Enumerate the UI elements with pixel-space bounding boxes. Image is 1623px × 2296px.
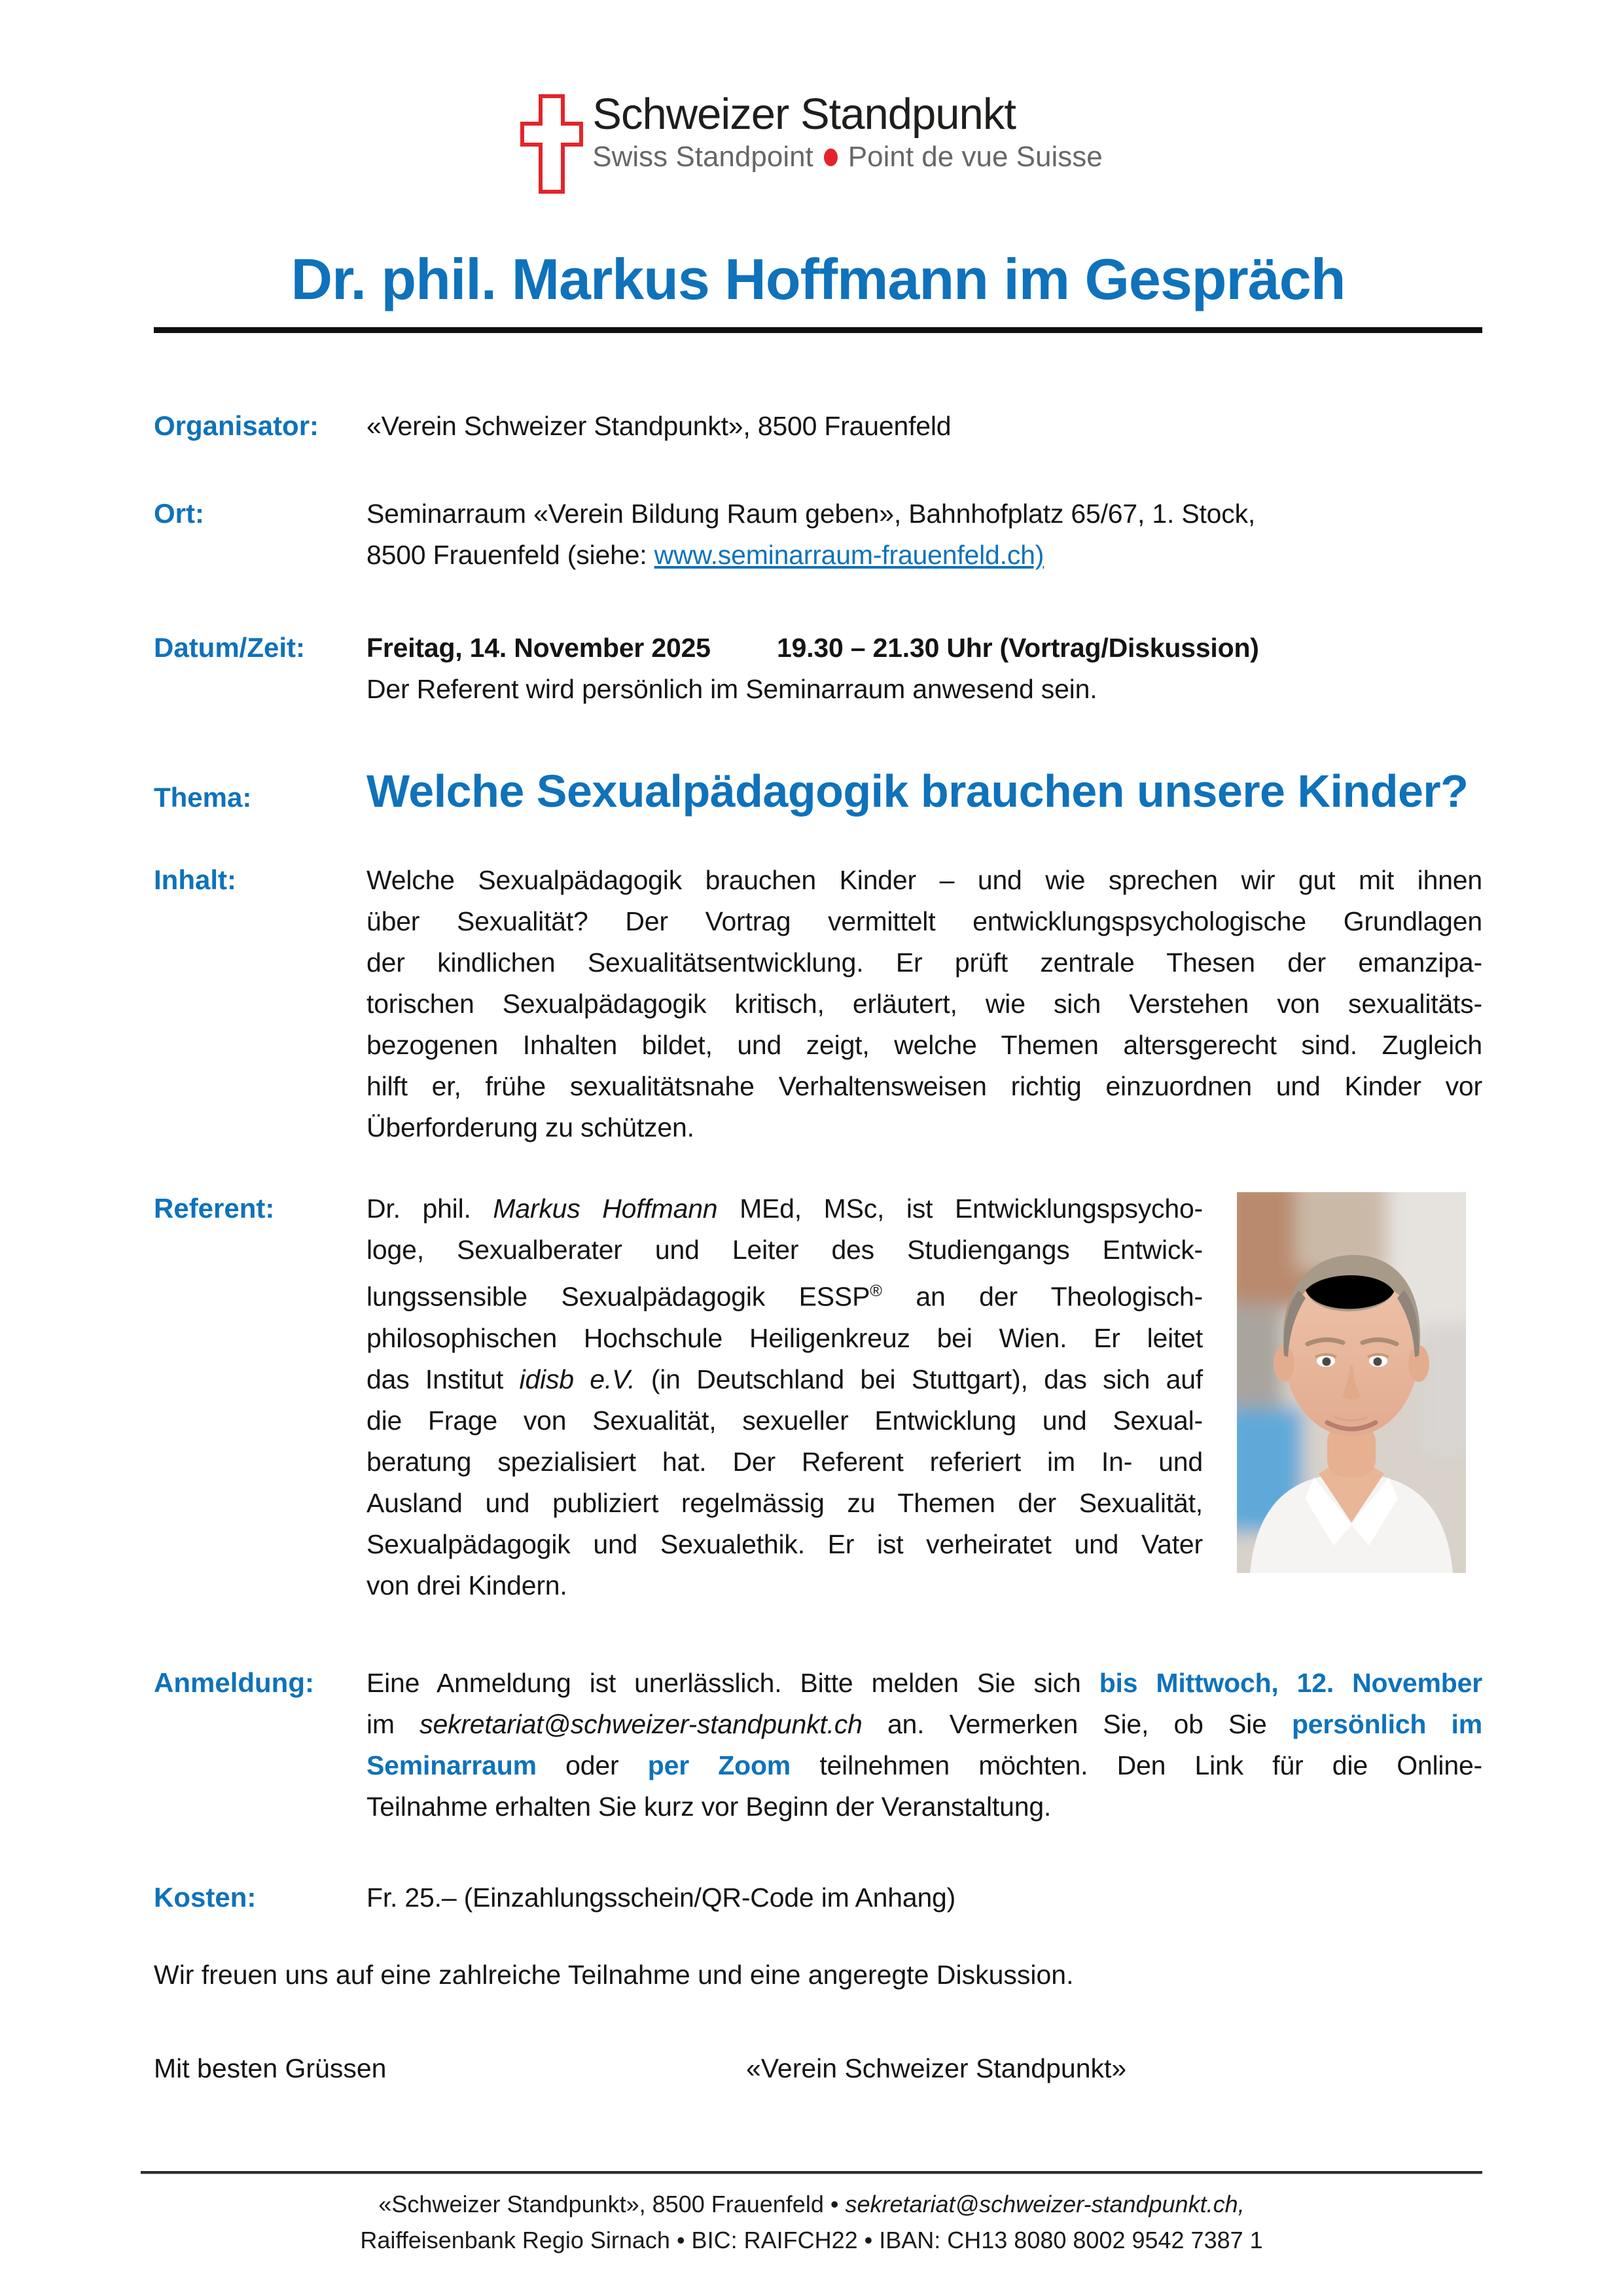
anmeldung-text bbox=[366, 1663, 1482, 1828]
datum-zeit-label: Datum/Zeit: bbox=[154, 632, 305, 663]
logo-text bbox=[592, 90, 1102, 174]
ort-label: Ort: bbox=[154, 498, 204, 529]
title-rule bbox=[154, 327, 1482, 333]
text-run: philosophischen Hochschule Heiligenkreuz bei Wien. Er leitet bbox=[366, 1322, 1203, 1353]
text-line bbox=[366, 1745, 1482, 1786]
logo-inner bbox=[520, 90, 1102, 194]
text-run: bis Mittwoch, 12. November bbox=[1099, 1667, 1482, 1698]
text-run: teilnehmen möchten. Den Link für die Online- bbox=[791, 1750, 1482, 1780]
text-run: Markus Hoffmann bbox=[493, 1193, 718, 1224]
inhalt-label: Inhalt: bbox=[154, 864, 236, 895]
text-run: Seminarraum bbox=[366, 1750, 537, 1780]
text-run: sekretariat@schweizer-standpunkt.ch bbox=[419, 1708, 863, 1739]
row-inhalt bbox=[154, 859, 1482, 1148]
text-run: über Sexualität? Der Vortrag vermittelt entwicklungspsychologische Grundlagen bbox=[366, 906, 1482, 936]
text-run: Dr. phil. bbox=[366, 1193, 493, 1224]
anmeldung-label: Anmeldung: bbox=[154, 1667, 314, 1698]
inhalt-text bbox=[366, 860, 1482, 1148]
text-line bbox=[366, 901, 1482, 942]
row-thema bbox=[154, 762, 1482, 820]
thema-label: Thema: bbox=[154, 782, 252, 813]
swiss-cross-icon bbox=[520, 94, 583, 194]
text-run: das Institut bbox=[366, 1364, 520, 1394]
text-line bbox=[366, 1704, 1482, 1745]
organisator-value: «Verein Schweizer Standpunkt», 8500 Frauenfeld bbox=[366, 411, 952, 441]
closing-greeting: Mit besten Grüssen bbox=[154, 2053, 387, 2083]
text-run: MEd, MSc, ist Entwicklungspsycho- bbox=[717, 1193, 1204, 1224]
row-kosten bbox=[154, 1877, 1482, 1918]
closing-row bbox=[154, 2048, 1482, 2089]
closing-thanks: Wir freuen uns auf eine zahlreiche Teilnahme und eine angeregte Diskussion. bbox=[154, 1959, 1074, 1990]
row-organisator bbox=[154, 405, 1482, 447]
text-line bbox=[141, 2186, 1482, 2222]
row-referent bbox=[154, 1188, 1482, 1606]
text-run: Welche Sexualpädagogik brauchen Kinder – und wie sprechen wir gut mit ihnen bbox=[366, 865, 1482, 895]
text-run: an der Theologisch- bbox=[882, 1281, 1203, 1312]
text-run: Teilnahme erhalten Sie kurz vor Beginn der Veranstaltung. bbox=[366, 1791, 1052, 1822]
referent-label: Referent: bbox=[154, 1193, 275, 1224]
logo-subtitle-right: Point de vue Suisse bbox=[847, 141, 1103, 173]
text-run: per Zoom bbox=[647, 1750, 791, 1780]
text-run: loge, Sexualberater und Leiter des Studiengangs Entwick- bbox=[366, 1235, 1203, 1265]
text-line bbox=[366, 942, 1482, 983]
datum-zeit-value bbox=[366, 627, 1482, 710]
row-ort bbox=[154, 493, 1482, 576]
text-line bbox=[366, 1663, 1482, 1704]
portrait-image bbox=[1237, 1192, 1466, 1573]
datum-date: Freitag, 14. November 2025 bbox=[366, 633, 711, 663]
organisator-label: Organisator: bbox=[154, 410, 319, 441]
text-run: Seminarraum «Verein Bildung Raum geben», Bahnhofplatz 65/67, 1. Stock, bbox=[366, 499, 1256, 529]
text-run: Sexualpädagogik und Sexualethik. Er ist verheiratet und Vater bbox=[366, 1528, 1203, 1559]
kosten-value: Fr. 25.– (Einzahlungsschein/QR-Code im Anhang) bbox=[366, 1882, 956, 1913]
referent-text bbox=[366, 1188, 1482, 1606]
text-line bbox=[366, 860, 1482, 901]
text-run: torischen Sexualpädagogik kritisch, erläutert, wie sich Verstehen von sexualitäts- bbox=[366, 989, 1482, 1019]
referent-photo bbox=[1237, 1192, 1466, 1573]
text-run: ® bbox=[870, 1282, 882, 1300]
text-run: Raiffeisenbank Regio Sirnach • BIC: RAIFCH22 • IBAN: CH13 8080 8002 9542 7387 1 bbox=[360, 2227, 1263, 2253]
text-line bbox=[366, 983, 1482, 1025]
footer-rule bbox=[141, 2171, 1482, 2174]
text-line bbox=[366, 1786, 1482, 1828]
text-run: (in Deutschland bei Stuttgart), das sich auf bbox=[635, 1364, 1203, 1394]
text-run: von drei Kindern. bbox=[366, 1570, 567, 1600]
text-run: Eine Anmeldung ist unerlässlich. Bitte melden Sie sich bbox=[366, 1667, 1099, 1698]
text-run: beratung spezialisiert hat. Der Referent referiert im In- und bbox=[366, 1446, 1203, 1477]
ort-value bbox=[366, 493, 1482, 576]
text-run: hilft er, frühe sexualitätsnahe Verhaltensweisen richtig einzuordnen und Kinder vor bbox=[366, 1071, 1482, 1101]
logo-subtitle-left: Swiss Standpoint bbox=[592, 141, 813, 173]
datum-line bbox=[366, 627, 1482, 669]
text-run: oder bbox=[536, 1750, 648, 1780]
logo bbox=[0, 0, 1623, 194]
logo-title: Schweizer Standpunkt bbox=[592, 90, 1016, 139]
text-run: persönlich im bbox=[1291, 1708, 1482, 1739]
closing-signature: «Verein Schweizer Standpunkt» bbox=[746, 2053, 1127, 2083]
text-run: Überforderung zu schützen. bbox=[366, 1112, 694, 1142]
datum-time: 19.30 – 21.30 Uhr (Vortrag/Diskussion) bbox=[776, 633, 1259, 663]
thema-heading: Welche Sexualpädagogik brauchen unsere Kinder? bbox=[366, 766, 1469, 817]
text-run: der kindlichen Sexualitätsentwicklung. Er prüft zentrale Thesen der emanzipa- bbox=[366, 947, 1482, 978]
row-anmeldung bbox=[154, 1662, 1482, 1828]
text-run: an. Vermerken Sie, ob Sie bbox=[862, 1708, 1292, 1739]
text-run: Ausland und publiziert regelmässig zu Themen der Sexualität, bbox=[366, 1487, 1203, 1518]
text-line bbox=[366, 1025, 1482, 1066]
text-run: bezogenen Inhalten bildet, und zeigt, welche Themen altersgerecht sind. Zugleich bbox=[366, 1030, 1482, 1060]
text-line bbox=[366, 1066, 1482, 1107]
text-run: die Frage von Sexualität, sexueller Entwicklung und Sexual- bbox=[366, 1405, 1203, 1436]
datum-note: Der Referent wird persönlich im Seminarraum anwesend sein. bbox=[366, 674, 1097, 704]
text-line bbox=[366, 493, 1482, 535]
text-run: im bbox=[366, 1708, 420, 1739]
footer bbox=[141, 2171, 1482, 2258]
footer-text bbox=[141, 2186, 1482, 2258]
text-run: 8500 Frauenfeld (siehe: bbox=[366, 540, 654, 570]
text-run: idisb e.V. bbox=[519, 1364, 635, 1394]
page-title: Dr. phil. Markus Hoffmann im Gespräch bbox=[291, 247, 1346, 311]
red-dot-icon bbox=[824, 149, 838, 166]
text-line bbox=[366, 1107, 1482, 1148]
kosten-label: Kosten: bbox=[154, 1881, 257, 1913]
seminarraum-link[interactable]: www.seminarraum-frauenfeld.ch) bbox=[654, 540, 1044, 570]
row-datum-zeit bbox=[154, 627, 1482, 710]
text-run: sekretariat@schweizer-standpunkt.ch, bbox=[845, 2191, 1245, 2217]
content bbox=[154, 245, 1482, 2089]
text-run: lungssensible Sexualpädagogik ESSP bbox=[366, 1281, 870, 1312]
logo-subtitle bbox=[592, 140, 1102, 174]
text-line bbox=[366, 535, 1482, 576]
text-line bbox=[141, 2222, 1482, 2258]
text-run: «Schweizer Standpunkt», 8500 Frauenfeld • bbox=[378, 2191, 846, 2217]
